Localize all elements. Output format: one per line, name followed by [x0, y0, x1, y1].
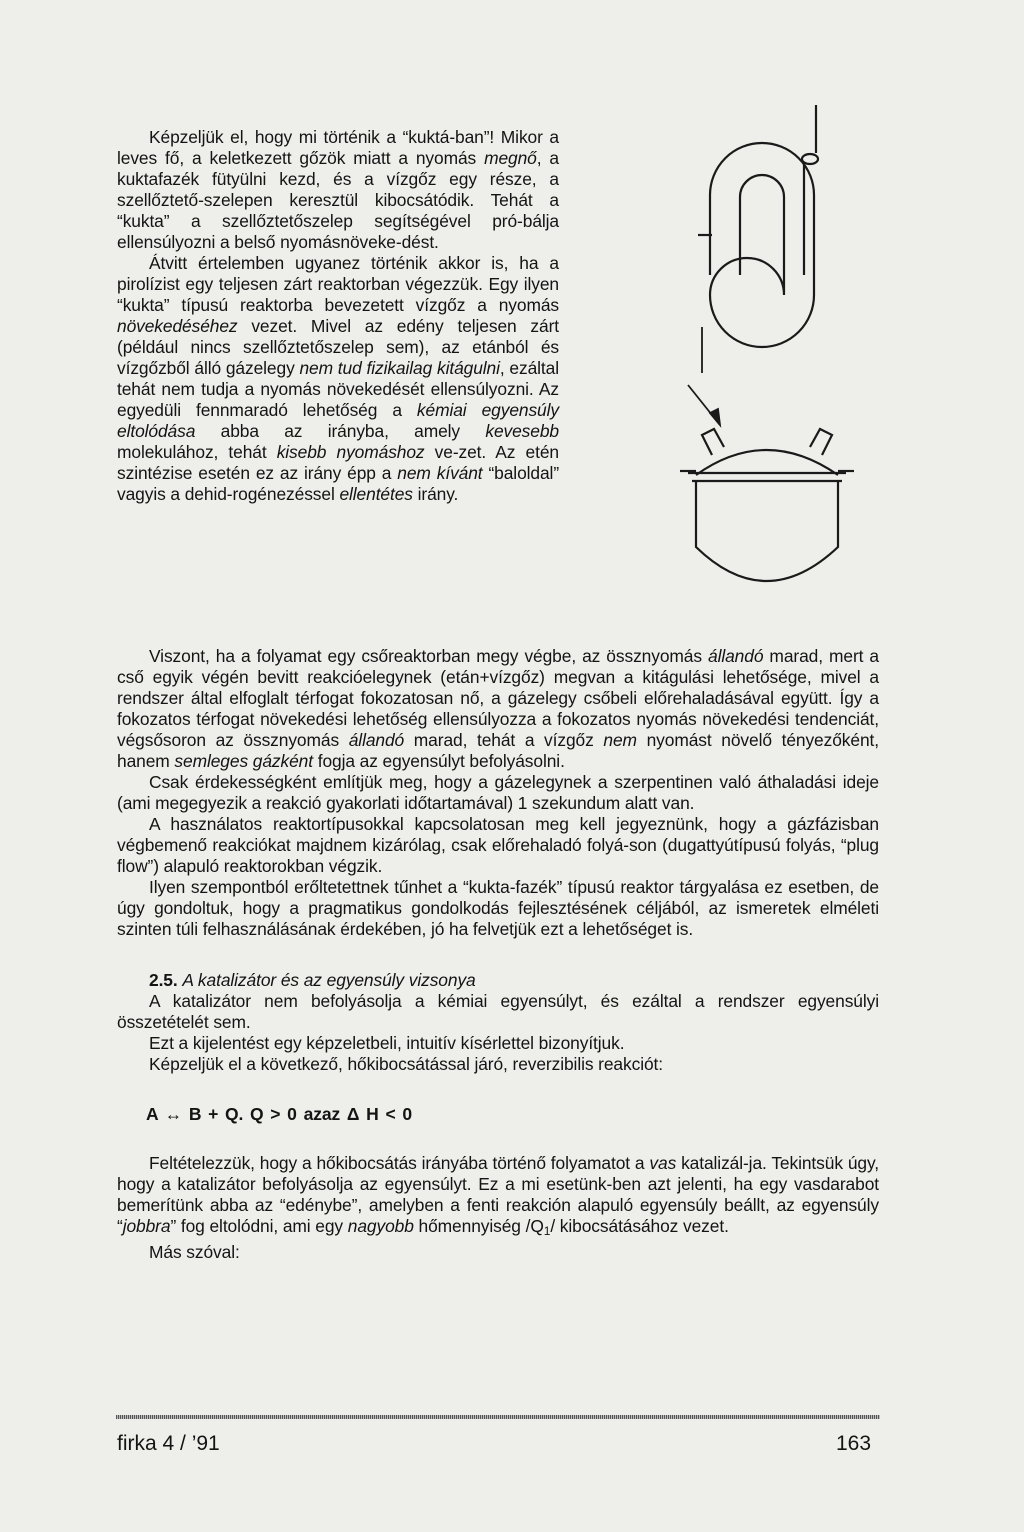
italic-run: jobbra — [122, 1216, 171, 1236]
paragraph-residence-time — [117, 772, 879, 814]
text-run: katalizál-ja. Tekintsük úgy, hogy a katalizátor befolyásolja az egyensúlyt. Ez a mi esetünk-ben azt jelenti, ha egy vasdarabot bemerítünk abba az “edénybe”, amelyben a fenti reakción alapuló egyensúly beállt, az egyensúly “ — [117, 1153, 880, 1236]
text-run: Képzeljük el, hogy mi történik a “kuktá-ban”! Mikor a leves fő, a keletkezett gőzök miatt a nyomás — [117, 127, 559, 168]
italic-run: vas — [649, 1153, 677, 1173]
italic-run: nem — [603, 730, 637, 750]
italic-run: kisebb nyomáshoz — [276, 442, 425, 462]
italic-run: ellentétes — [339, 484, 413, 504]
text-run: molekulához, tehát — [117, 442, 277, 462]
paragraph-closed-reactor — [117, 253, 559, 505]
paragraph-thought-experiment — [117, 1033, 879, 1054]
outlet-arrow — [688, 327, 720, 425]
italic-run: kémiai egyensúly eltolódása — [117, 400, 559, 441]
footer-rule — [116, 1415, 880, 1419]
paragraph-in-other-words — [117, 1242, 879, 1263]
text-run: ” fog eltolódni, ami egy — [170, 1216, 348, 1236]
text-run: ve-zet. Az etén szintézise esetén ez az irány épp a — [117, 442, 559, 483]
italic-run: nem tud fizikailag kitágulni — [299, 358, 500, 378]
text-run: irány. — [412, 484, 459, 504]
reaction-equation: A ↔ B + Q. Q > 0 azaz Δ H < 0 — [146, 1104, 412, 1124]
text-run: Feltételezzük, hogy a hőkibocsátás irányába történő folyamatot a — [149, 1153, 650, 1173]
italic-run: megnő — [484, 148, 537, 168]
text-run: 1 — [543, 1224, 551, 1238]
text-run: Képzeljük el a következő, hőkibocsátással járó, reverzibilis reakciót: — [149, 1054, 663, 1074]
italic-run: növekedéséhez — [117, 316, 238, 336]
serpentine-tube — [698, 105, 818, 347]
italic-run: állandó — [708, 646, 764, 666]
text-run: Csak érdekességként említjük meg, hogy a gázelegynek a szerpentinen való áthaladási ideje (ami megegyezik a reakció gyakorlati időtartamával) 1 szekundum alatt van. — [117, 772, 879, 813]
text-run: nyomást növelő tényezőként, hanem — [117, 730, 879, 771]
text-run: , ezáltal tehát nem tudja a nyomás növekedését ellensúlyozni. Az egyedüli fennmaradó lehetőség a — [117, 358, 559, 420]
paragraph-pragmatic — [117, 877, 879, 940]
text-run: abba az irányba, amely — [195, 421, 486, 441]
text-run: “baloldal” vagyis a dehid-rogénezéssel — [117, 463, 560, 504]
paragraph-catalyst-statement — [117, 991, 879, 1033]
text-run: Átvitt értelemben ugyanez történik akkor is, ha a pirolízist egy teljesen zárt reaktorban végezzük. Egy ilyen “kukta” típusú reaktorba bevezetett vízgőz a nyomás — [117, 253, 559, 315]
text-run: , a kuktafazék fütyülni kezd, és a vízgőz egy része, a szellőztető-szelepen keresztül kibocsátódik. Tehát a “kukta” a szellőztetőszelep segítségével pró-bálja ellensúlyozni a belső nyomásnöveke-dést. — [117, 148, 559, 252]
text-run: / kibocsátásához vezet. — [550, 1216, 729, 1236]
text-run: vezet. Mivel az edény teljesen zárt (például nincs szellőztetőszelep sem), az etánból és vízgőzből álló gázelegy — [117, 316, 559, 378]
page-number: 163 — [836, 1432, 872, 1455]
paragraph-reaction-intro — [117, 1054, 879, 1075]
paragraph-tube-reactor — [117, 646, 879, 772]
paragraph-reactor-types — [117, 814, 879, 877]
italic-run: nagyobb — [347, 1216, 414, 1236]
text-run: Más szóval: — [149, 1242, 240, 1262]
text-run: Viszont, ha a folyamat egy csőreaktorban megy végbe, az össznyomás — [149, 646, 708, 666]
section-title: A katalizátor és az egyensúly vizsonya — [182, 970, 476, 990]
section-heading — [117, 970, 879, 991]
paragraph-kukta-intro — [117, 127, 559, 253]
section-number: 2.5. — [149, 970, 178, 990]
text-run: Ilyen szempontból erőltetettnek tűnhet a “kukta-fazék” típusú reaktor tárgyalása ez esetben, de úgy gondoltuk, hogy a pragmatikus gondolkodás fejlesztésének céljából, az ismeretek elméleti szinten túli felhasználásának érdekében, jó ha felvetjük ezt a lehetőséget is. — [117, 877, 879, 939]
italic-run: állandó — [348, 730, 405, 750]
text-run: marad, tehát a vízgőz — [404, 730, 604, 750]
text-run: marad, mert a cső egyik végén bevitt reakcióelegynek (etán+vízgőz) megvan a kitágulási lehetősége, mivel a rendszer által elfoglalt térfogat fokozatosan nő, a gázelegy csőbeli előrehaladásával együtt. Így a fokozatos térfogat növekedési lehetőség ellensúlyozza a fokozatos nyomás növekedési tendenciát, végsősoron az össznyomás — [117, 646, 879, 750]
text-run: A katalizátor nem befolyásolja a kémiai egyensúlyt, és ezáltal a rendszer egyensúlyi összetételét sem. — [117, 991, 879, 1032]
text-run: Ezt a kijelentést egy képzeletbeli, intuitív kísérlettel bizonyítjuk. — [149, 1033, 625, 1053]
paragraph-iron-catalyst — [117, 1153, 879, 1242]
italic-run: kevesebb — [485, 421, 559, 441]
footer-journal: firka 4 / ’91 — [117, 1432, 220, 1455]
reactor-diagram — [640, 95, 880, 615]
closed-vessel — [680, 429, 854, 581]
top-column — [117, 127, 559, 505]
text-run: A használatos reaktortípusokkal kapcsolatosan meg kell jegyeznünk, hogy a gázfázisban végbemenő reakciókat majdnem kizárólag, csak előrehaladó folyá-son (dugattyútípusú folyás, “plug flow”) alapuló reaktorokban végzik. — [117, 814, 879, 876]
text-run: hőmennyiség /Q — [413, 1216, 544, 1236]
italic-run: nem kívánt — [397, 463, 483, 483]
text-run: fogja az egyensúlyt befolyásolni. — [312, 751, 565, 771]
italic-run: semleges gázként — [174, 751, 313, 771]
full-width-text — [117, 646, 879, 1263]
